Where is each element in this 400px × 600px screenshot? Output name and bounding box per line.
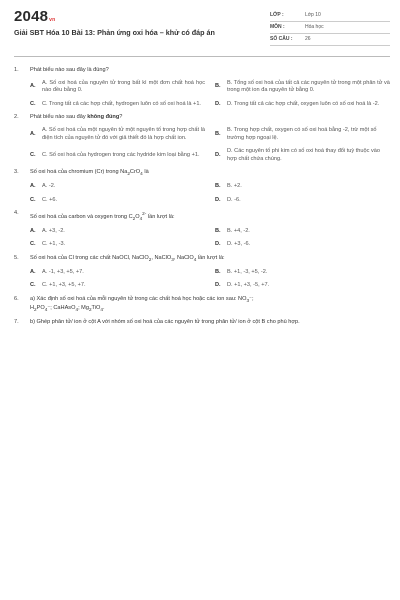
question-text-part: lần lượt là: — [196, 254, 225, 261]
logo-suffix: vn — [49, 17, 56, 23]
option-a[interactable] — [30, 183, 205, 191]
option-letter: C. — [30, 241, 36, 248]
question-text-part: TiO — [91, 304, 101, 311]
option-text: D. +3, -6. — [227, 241, 251, 248]
question-text-part: , NaClO — [151, 254, 172, 261]
option-letter: C. — [30, 100, 36, 107]
option-d[interactable] — [215, 148, 390, 163]
option-text: D. Trong tất cả các hợp chất, oxygen luôn có số oxi hoá là -2. — [227, 100, 380, 107]
question-text-part: ? — [119, 114, 123, 121]
question-text-part: Số oxi hoá của chromium (Cr) trong Na — [30, 169, 128, 176]
option-a[interactable] — [30, 127, 205, 142]
option-letter: C. — [30, 196, 36, 203]
option-text: A. +3, -2. — [42, 227, 65, 234]
question-text — [30, 169, 149, 178]
option-letter: C. — [30, 282, 36, 289]
header — [14, 8, 390, 46]
option-letter: D. — [215, 100, 221, 107]
option-a[interactable] — [30, 228, 205, 236]
option-c[interactable] — [30, 148, 205, 163]
option-c[interactable] — [30, 282, 205, 290]
subscript: 2 — [88, 306, 92, 312]
question-text: b) Ghép phân tử/ ion ở cột A với nhóm số oxi hoá của các nguyên tử trong phân tử/ ion ở cột B cho phù hợp. — [30, 319, 300, 326]
option-letter: B. — [215, 227, 221, 234]
question-text-part: . — [102, 304, 105, 311]
option-text: B. +1, -3, +5, -2. — [227, 268, 268, 275]
question-text-part: PO — [36, 304, 45, 311]
subscript: 2 — [34, 306, 37, 312]
question-5 — [14, 255, 390, 290]
question-number: 5. — [14, 254, 19, 261]
option-text: A. -1, +3, +5, +7. — [42, 268, 84, 275]
subscript: 4 — [100, 306, 103, 312]
option-b[interactable] — [215, 127, 390, 142]
option-text: C. +6. — [42, 196, 58, 203]
option-b[interactable] — [215, 80, 390, 95]
option-b[interactable] — [215, 269, 390, 277]
option-letter: B. — [215, 183, 221, 190]
divider — [14, 56, 390, 57]
option-letter: A. — [30, 227, 36, 234]
question-number: 4. — [14, 210, 19, 217]
meta-box — [270, 10, 390, 46]
page-title: Giải SBT Hóa 10 Bài 13: Phản ứng oxi hóa – khử có đáp án — [14, 28, 215, 37]
subscript: 2 — [148, 257, 152, 263]
question-text — [30, 114, 122, 122]
question-3 — [14, 169, 390, 204]
option-letter: A. — [30, 268, 36, 275]
question-text-part: a) Xác định số oxi hoá của mỗi nguyên tử trong các chất hoá học hoặc các ion sau: NO — [30, 295, 247, 302]
option-b[interactable] — [215, 183, 390, 191]
subscript: 3 — [171, 257, 174, 263]
question-text — [30, 210, 175, 223]
option-text: A. Số oxi hoá của một nguyên tử một nguyên tố trong hợp chất là điện tích của nguyên tử đó với giả thiết đó là hợp chất ion. — [42, 126, 205, 141]
option-c[interactable] — [30, 241, 205, 249]
question-1 — [14, 67, 390, 108]
option-d[interactable] — [215, 241, 390, 249]
option-letter: B. — [215, 83, 221, 90]
question-text-part: , NaClO — [173, 254, 194, 261]
option-a[interactable] — [30, 80, 205, 95]
option-text: D. -6. — [227, 196, 241, 203]
question-text-part: O — [135, 214, 140, 221]
question-text — [30, 255, 225, 264]
question-text-part: Số oxi hoá của carbon và oxygen trong C — [30, 214, 133, 221]
question-text-part: H — [30, 304, 35, 311]
meta-label: MÔN : — [270, 24, 285, 30]
subscript: 2 — [132, 216, 136, 222]
option-letter: A. — [30, 83, 36, 90]
question-text-part: Phát biểu nào sau đây — [30, 114, 88, 121]
subscript: 3 — [246, 297, 250, 303]
option-text: B. Trong hợp chất, oxygen có số oxi hoá bằng -2, trừ một số trường hợp ngoại lệ. — [227, 126, 377, 141]
meta-row-subject — [270, 22, 390, 34]
option-letter: D. — [215, 282, 221, 289]
option-text: B. Tổng số oxi hoá của tất cả các nguyên tử trong một phân tử và trong một ion đa nguyên tử bằng 0. — [227, 79, 390, 94]
option-letter: A. — [30, 183, 36, 190]
question-number: 7. — [14, 319, 19, 326]
subscript: 4 — [140, 171, 143, 177]
question-text-part: là — [142, 169, 149, 176]
option-letter: A. — [30, 130, 36, 137]
option-d[interactable] — [215, 282, 390, 290]
option-text: D. +1, +3, -5, +7. — [227, 282, 270, 289]
subscript: 4 — [75, 306, 79, 312]
subscript: 4 — [44, 306, 48, 312]
question-number: 3. — [14, 169, 19, 176]
option-letter: B. — [215, 130, 221, 137]
subscript: 4 — [139, 216, 143, 222]
option-text: D. Các nguyên tố phi kim có số oxi hoá thay đổi tuỳ thuộc vào hợp chất chứa chúng. — [227, 148, 380, 162]
option-letter: C. — [30, 151, 36, 158]
question-text-part: Số oxi hoá của Cl trong các chất NaOCl, NaClO — [30, 254, 149, 261]
option-letter: D. — [215, 196, 221, 203]
superscript: 2- — [142, 211, 147, 217]
question-text: Phát biểu nào sau đây là đúng? — [30, 67, 109, 73]
subscript: 2 — [127, 171, 130, 177]
option-text: C. +1, +3, +5, +7. — [42, 282, 86, 289]
option-text: C. +1, -3. — [42, 241, 66, 248]
question-text — [30, 296, 254, 313]
question-7 — [14, 319, 390, 327]
meta-label: LỚP : — [270, 12, 284, 18]
option-d[interactable] — [215, 197, 390, 205]
meta-value: 26 — [305, 36, 311, 42]
question-text-part: ; Mg — [78, 304, 89, 311]
option-text: B. +2. — [227, 183, 242, 190]
option-text: B. +4, -2. — [227, 227, 250, 234]
option-text: A. -2. — [42, 183, 56, 190]
option-d[interactable] — [215, 101, 390, 109]
meta-row-class — [270, 10, 390, 22]
meta-value: Hóa học — [305, 24, 324, 30]
option-text: A. Số oxi hoá của nguyên tử trong bất kì một đơn chất hoá học nào đều bằng 0. — [42, 79, 205, 94]
option-b[interactable] — [215, 228, 390, 236]
question-number: 1. — [14, 67, 19, 73]
question-number: 2. — [14, 114, 19, 121]
meta-label: SỐ CÂU : — [270, 36, 293, 42]
question-text-part: lần lượt là: — [146, 214, 175, 221]
question-text-part: CrO — [129, 169, 141, 176]
option-letter: B. — [215, 268, 221, 275]
option-a[interactable] — [30, 269, 205, 277]
meta-value: Lớp 10 — [305, 12, 321, 18]
question-emphasis: không đúng — [87, 114, 120, 121]
option-c[interactable] — [30, 197, 205, 205]
subscript: 4 — [193, 257, 197, 263]
option-letter: D. — [215, 151, 221, 158]
question-text-part: ⁻; CaHAsO — [47, 304, 76, 311]
header-left — [14, 8, 215, 37]
question-2 — [14, 114, 390, 163]
logo-text: 2048 — [14, 8, 49, 25]
option-text: C. Số oxi hoá của hydrogen trong các hydride kim loại bằng +1. — [42, 151, 200, 158]
site-logo[interactable] — [14, 8, 215, 25]
option-c[interactable] — [30, 101, 205, 109]
option-text: C. Trong tất cả các hợp chất, hydrogen luôn có số oxi hoá là +1. — [42, 100, 201, 107]
question-4 — [14, 210, 390, 249]
question-6 — [14, 296, 390, 313]
meta-row-count — [270, 34, 390, 46]
option-letter: D. — [215, 241, 221, 248]
question-number: 6. — [14, 295, 19, 302]
question-text-part: ⁻; — [249, 295, 254, 302]
